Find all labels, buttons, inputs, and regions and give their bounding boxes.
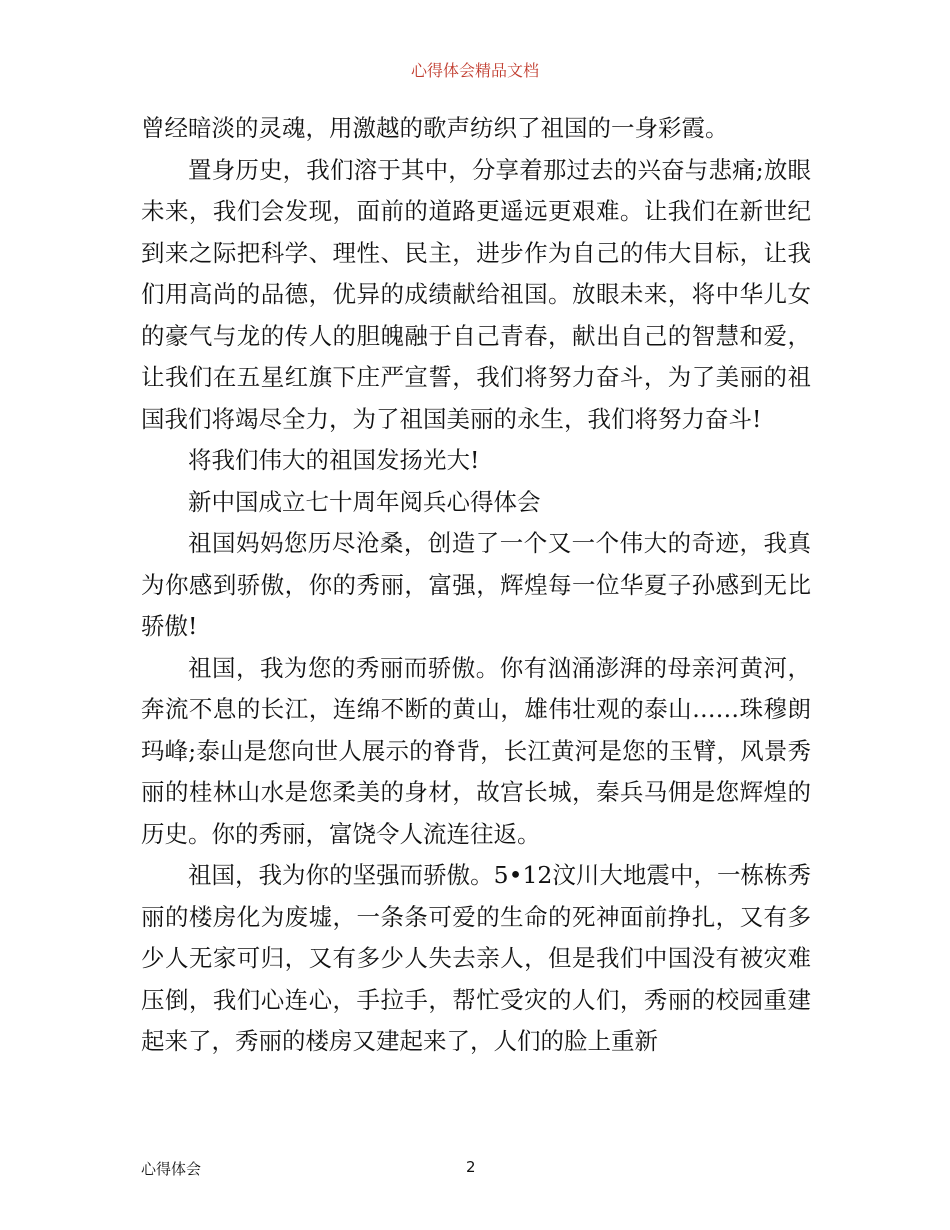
- paragraph: 置身历史，我们溶于其中，分享着那过去的兴奋与悲痛;放眼未来，我们会发现，面前的道路更遥远更艰难。让我们在新世纪到来之际把科学、理性、民主，进步作为自己的伟大目标，让我们用高尚的品德，优异的成绩献给祖国。放眼未来，将中华儿女的豪气与龙的传人的胆魄融于自己青春，献出自己的智慧和爱，让我们在五星红旗下庄严宣誓，我们将努力奋斗，为了美丽的祖国我们将竭尽全力，为了祖国美丽的永生，我们将努力奋斗!: [141, 155, 811, 433]
- footer-label: 心得体会: [141, 1160, 202, 1178]
- paragraph: 将我们伟大的祖国发扬光大!: [188, 446, 480, 474]
- page-number: 2: [466, 1158, 476, 1176]
- document-header: 心得体会精品文档: [410, 61, 539, 80]
- section-title: 新中国成立七十周年阅兵心得体会: [188, 487, 541, 516]
- paragraph-continuation: 曾经暗淡的灵魂，用激越的歌声纺织了祖国的一身彩霞。: [141, 114, 729, 142]
- paragraph: 祖国，我为您的秀丽而骄傲。你有汹涌澎湃的母亲河黄河，奔流不息的长江，连绵不断的黄山，雄伟壮观的泰山……珠穆朗玛峰;泰山是您向世人展示的脊背，长江黄河是您的玉臂，风景秀丽的桂林山水是您柔美的身材，故宫长城，秦兵马佣是您辉煌的历史。你的秀丽，富饶令人流连往返。: [141, 653, 811, 848]
- paragraph: 祖国，我为你的坚强而骄傲。5•12汶川大地震中，一栋栋秀丽的楼房化为废墟，一条条可爱的生命的死神面前挣扎，又有多少人无家可归，又有多少人失去亲人，但是我们中国没有被灾难压倒，我们心连心，手拉手，帮忙受灾的人们，秀丽的校园重建起来了，秀丽的楼房又建起来了，人们的脸上重新: [141, 861, 811, 1055]
- paragraph: 祖国妈妈您历尽沧桑，创造了一个又一个伟大的奇迹，我真为你感到骄傲，你的秀丽，富强，辉煌每一位华夏子孙感到无比骄傲!: [141, 529, 811, 640]
- document-body: [141, 108, 811, 1063]
